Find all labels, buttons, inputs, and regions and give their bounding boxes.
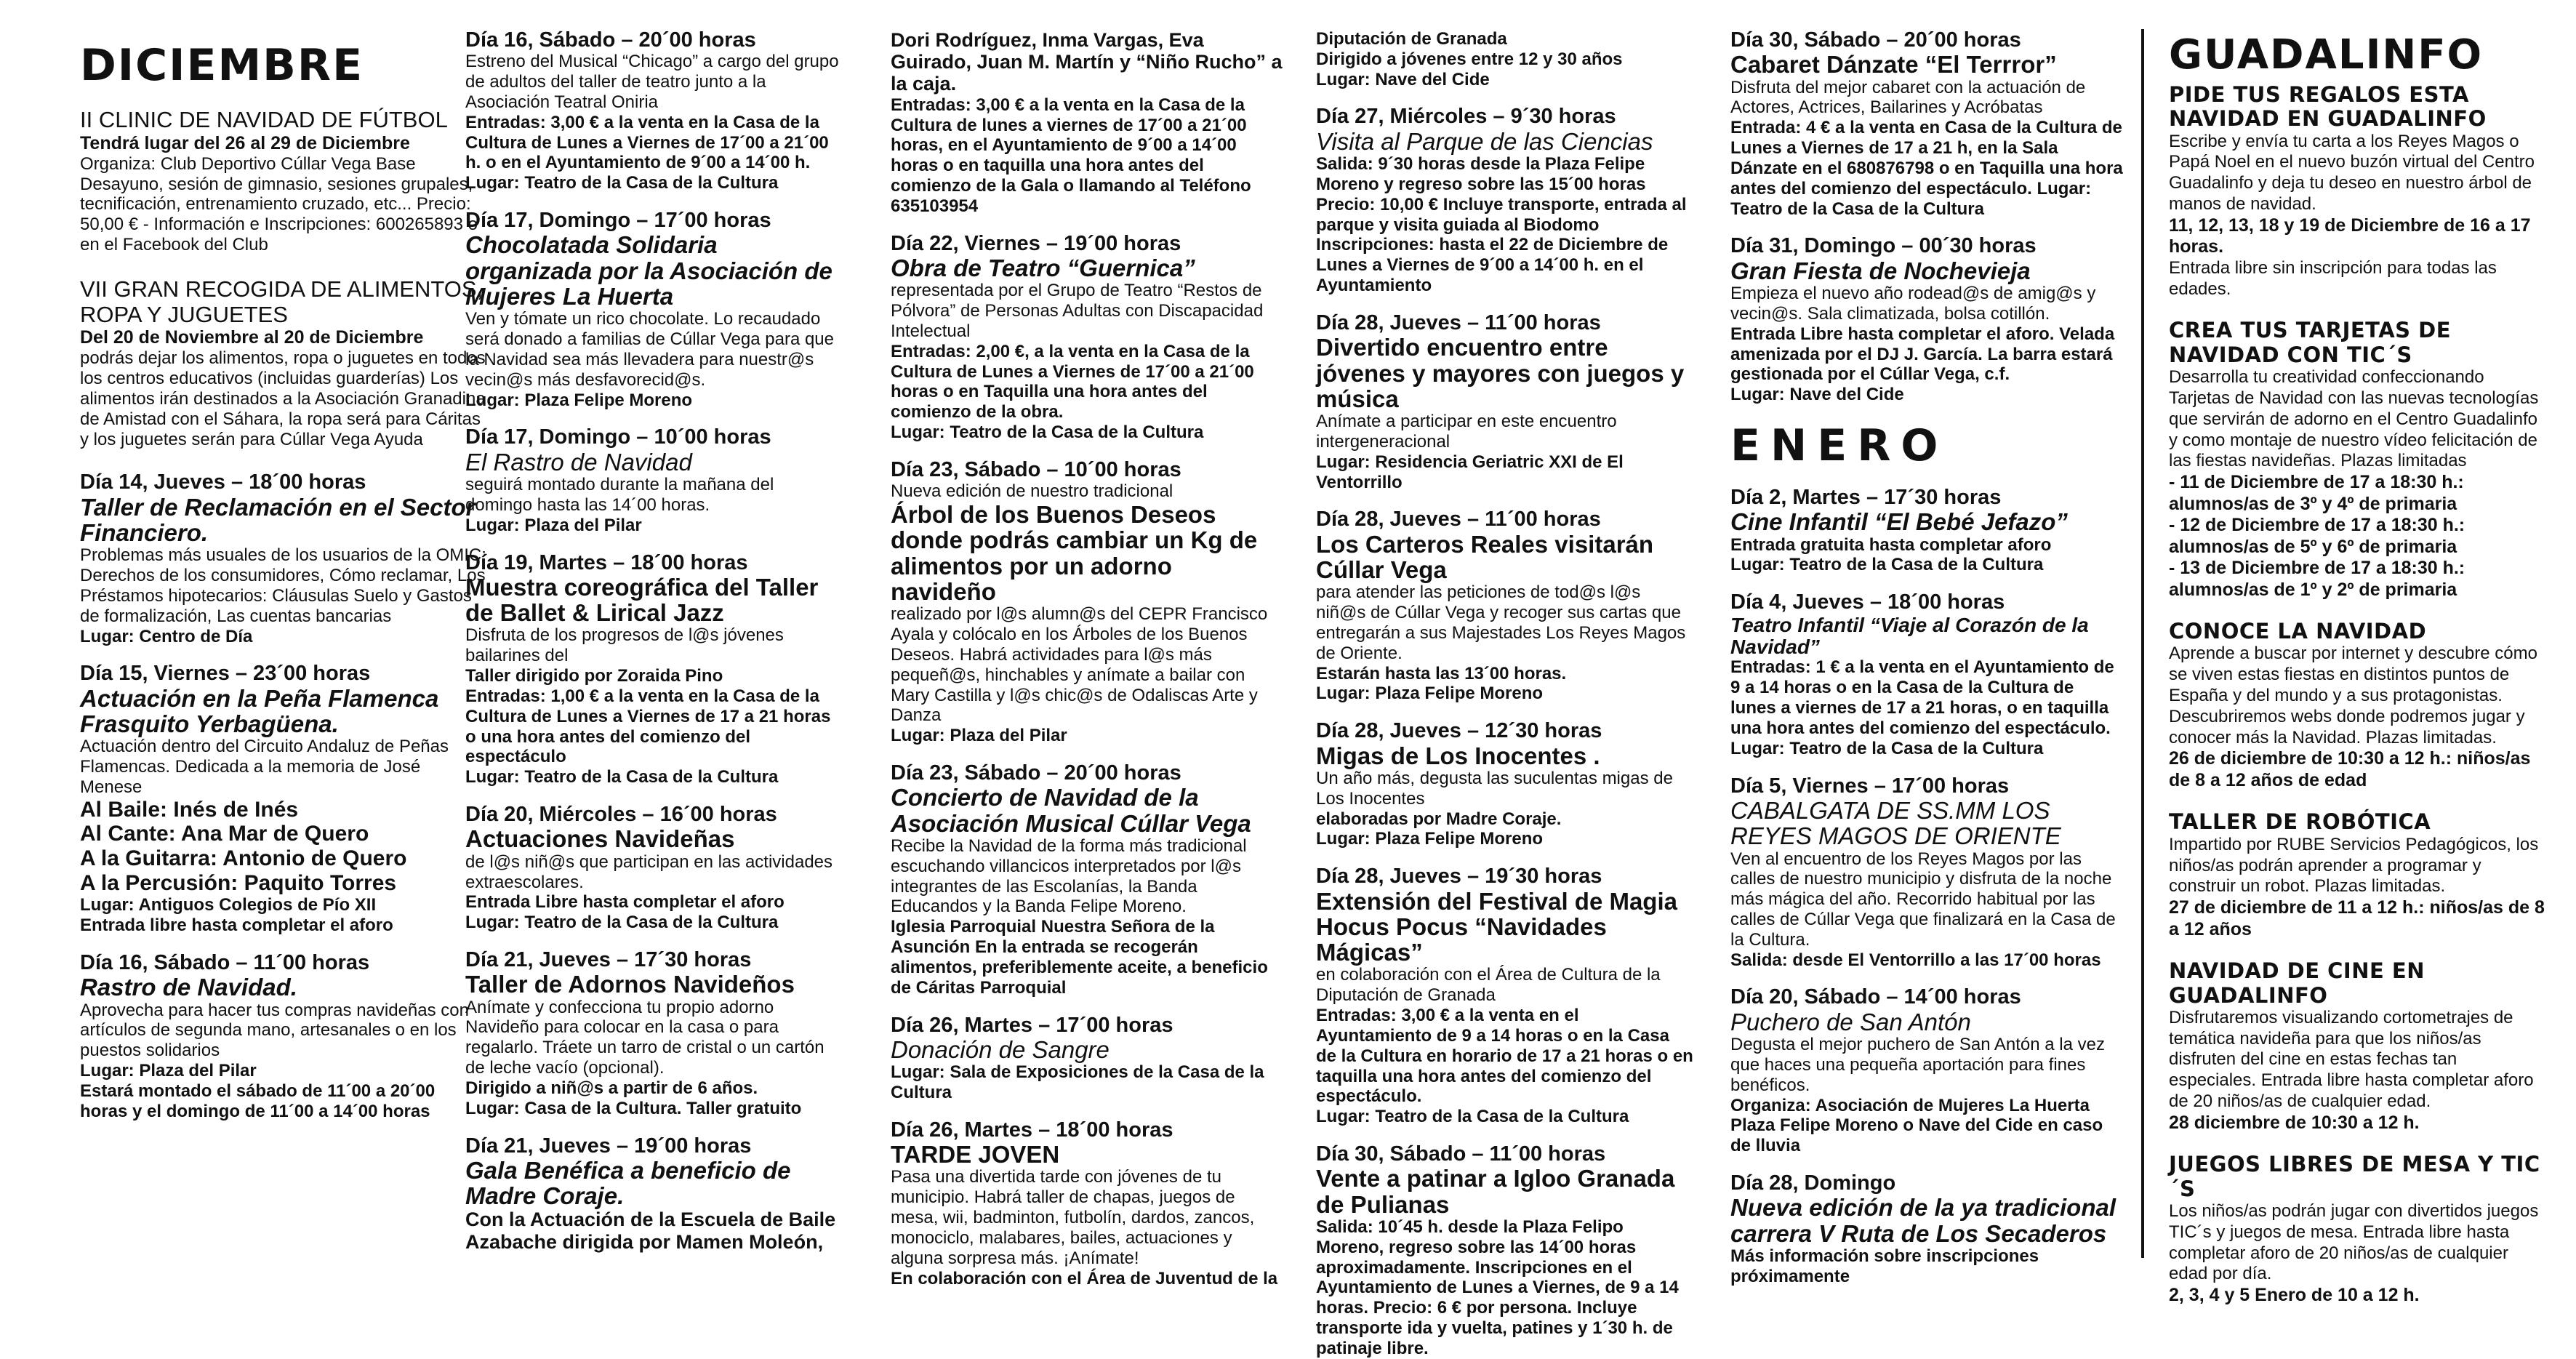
event-body: Degusta el mejor puchero de San Antón a la vez que haces una pequeña aportación para fines benéficos.: [1730, 1035, 2105, 1095]
event-concierto-navidad: [891, 762, 1283, 998]
event-day: Día 22, Viernes – 19´00 horas: [891, 231, 1181, 255]
event-musical-chicago: [465, 29, 840, 193]
event-title: Extensión del Festival de Magia Hocus Pocus “Navidades Mágicas”: [1316, 887, 1677, 966]
event-place: Lugar: Teatro de la Casa de la Cultura: [465, 767, 779, 787]
section-conoce-navidad: [2169, 620, 2547, 791]
event-day: Día 28, Jueves – 11´00 horas: [1316, 310, 1601, 334]
performer-line: Al Cante: Ana Mar de Quero: [80, 822, 369, 846]
event-gala-continued: [891, 29, 1283, 217]
event-body: seguirá montado durante la mañana del domingo hasta las 14´00 horas.: [465, 475, 774, 515]
event-pre: Nueva edición de nuestro tradicional: [891, 481, 1173, 502]
section-body: Impartido por RUBE Servicios Pedagógicos, los niños/as podrán aprender a programar y construir un robot. Plazas limitadas.: [2169, 834, 2539, 897]
section-body: Disfrutaremos visualizando cortometrajes de temática navideña para que los niños/as disfruten del cine en estas fechas tan especiales. Entrada libre hasta completar aforo de 20 niños/as de cualquier edad.: [2169, 1007, 2534, 1112]
event-extra: Organiza: Asociación de Mujeres La Huerta Plaza Felipe Moreno o Nave del Cide en caso de lluvia: [1730, 1095, 2103, 1156]
section-navidad-cine: [2169, 959, 2547, 1134]
event-extra: Taller dirigido por Zoraida Pino: [465, 666, 723, 686]
event-place: Lugar: Plaza del Pilar: [80, 1061, 257, 1081]
event-title: Obra de Teatro “Guernica”: [891, 254, 1195, 281]
event-actuaciones-navidenas: [465, 803, 840, 933]
event-extra: Entrada Libre hasta completar el aforo. Velada amenizada por el DJ J. García. La barra estará gestionada por el Cúllar Vega, c.f.: [1730, 324, 2115, 385]
event-title: Taller de Reclamación en el Sector Financiero.: [80, 493, 476, 547]
event-extra: Entrada: 4 € a la venta en Casa de la Cultura de Lunes a Viernes de 17 a 21 h, en la Sala Dánzate en el 680876798 o en Taquilla una hora antes del comienzo del espectáculo. Lugar: Teatro de la Casa de la Cultura: [1730, 118, 2123, 219]
event-teatro-guernica: [891, 233, 1283, 443]
event-title: Taller de Adornos Navideños: [465, 971, 795, 998]
event-clinic-futbol: [80, 108, 487, 255]
event-title: Árbol de los Buenos Deseos donde podrás cambiar un Kg de alimentos por un adorno navideño: [891, 501, 1258, 605]
event-title: Donación de Sangre: [891, 1035, 1110, 1063]
event-donacion-sangre: [891, 1014, 1283, 1103]
section-tarjetas-navidad: [2169, 318, 2547, 601]
event-body: Empieza el nuevo año rodead@s de amig@s y vecin@s. Sala climatizada, bolsa cotillón.: [1730, 284, 2096, 324]
event-extra: Dirigido a niñ@s a partir de 6 años.: [465, 1078, 758, 1098]
event-place: Lugar: Teatro de la Casa de la Cultura: [1730, 555, 2044, 575]
event-title: Rastro de Navidad.: [80, 974, 297, 1001]
session-line: - 13 de Diciembre de 17 a 18:30 h.: alumnos/as de 1º y 2º de primaria: [2169, 558, 2465, 600]
event-title: Nueva edición de la ya tradicional carrera V Ruta de Los Secaderos: [1730, 1194, 2116, 1247]
event-ballet: [465, 552, 840, 788]
event-day: Día 17, Domingo – 10´00 horas: [465, 425, 771, 449]
section-dates: 27 de diciembre de 11 a 12 h.: niños/as de 8 a 12 años: [2169, 897, 2545, 939]
event-extra: Estarán hasta las 13´00 horas.: [1316, 663, 1567, 683]
event-place: Lugar: Plaza Felipe Moreno: [1316, 829, 1544, 849]
event-day: Día 31, Domingo – 00´30 horas: [1730, 234, 2037, 258]
section-tail: Entrada libre sin inscripción para todas las edades.: [2169, 257, 2497, 299]
event-body: realizado por l@s alumn@s del CEPR Francisco Ayala y colócalo en los Árboles de los Buenos Deseos. Habrá actividades para l@s más pequeñ@s, hinchables y anímate a bailar con Mary Castilla y l@s chic@s de Odaliscas Arte y Danza: [891, 604, 1268, 726]
column-4: [1316, 29, 1694, 1358]
event-encuentro-jovenes-mayores: [1316, 312, 1694, 493]
event-teatro-infantil: [1730, 591, 2123, 758]
event-body: Anímate y confecciona tu propio adorno Navideño para colocar en la casa o para regalarlo. Tráete un tarro de cristal o un cartón de leche vacío (opcional).: [465, 997, 824, 1078]
session-line: - 11 de Diciembre de 17 a 18:30 h.: alumnos/as de 3º y 4º de primaria: [2169, 472, 2464, 514]
performer-line: Al Baile: Inés de Inés: [80, 797, 299, 822]
event-body: Ven al encuentro de los Reyes Magos por las calles de nuestro municipio y disfruta de la noche más mágica del año. Recorrido habitual por las calles de Cúllar Vega que finalizará en la Casa de la Cultura.: [1730, 849, 2116, 950]
event-day: Día 20, Miércoles – 16´00 horas: [465, 803, 777, 827]
event-title: Chocolatada Solidaria organizada por la Asociación de Mujeres La Huerta: [465, 231, 832, 310]
section-title: JUEGOS LIBRES DE MESA Y TIC´S: [2169, 1152, 2540, 1201]
event-title: TARDE JOVEN: [891, 1141, 1060, 1168]
event-title: Visita al Parque de las Ciencias: [1316, 127, 1653, 155]
event-place: Lugar: Sala de Exposiciones de la Casa de la Cultura: [891, 1062, 1264, 1102]
event-body: Ven y tómate un rico chocolate. Lo recaudado será donado a familias de Cúllar Vega para que la Navidad sea más llevadera para nuestr@s vecin@s más desfavorecid@s.: [465, 309, 834, 390]
event-day: Día 28, Domingo: [1730, 1171, 1896, 1195]
event-body: Aprovecha para hacer tus compras navideñas con artículos de segunda mano, artesanales o en los puestos solidarios: [80, 1000, 469, 1061]
event-body: podrás dejar los alimentos, ropa o juguetes en todos los centros educativos (incluidas guarderías) Los alimentos irán destinados a la Asociación Granadina de Amistad con el Sáhara, la ropa será para Cáritas y los juguetes serán para Cúllar Vega Ayuda: [80, 348, 486, 449]
event-extra: Dirigido a jóvenes entre 12 y 30 años: [1316, 49, 1623, 69]
event-day: Día 28, Jueves – 11´00 horas: [1316, 508, 1601, 532]
event-cine-infantil: [1730, 486, 2123, 575]
section-dates: 28 diciembre de 10:30 a 12 h.: [2169, 1112, 2420, 1133]
event-extra: Más información sobre inscripciones próximamente: [1730, 1246, 2039, 1286]
section-body: Escribe y envía tu carta a los Reyes Magos o Papá Noel en el nuevo buzón virtual del Centro Guadalinfo y deja tu deseo en nuestro árbol de manos de navidad.: [2169, 131, 2535, 215]
event-festival-magia: [1316, 865, 1694, 1127]
column-diciembre: [80, 29, 487, 1258]
event-day: Día 23, Sábado – 20´00 horas: [891, 761, 1181, 785]
session-line: - 12 de Diciembre de 17 a 18:30 h.: alumnos/as de 5º y 6º de primaria: [2169, 515, 2465, 557]
event-title: CABALGATA DE SS.MM LOS REYES MAGOS DE ORIENTE: [1730, 796, 2061, 850]
event-body: Disfruta del mejor cabaret con la actuación de Actores, Actrices, Bailarines y Acróbatas: [1730, 77, 2086, 118]
event-extra: En colaboración con el Área de Juventud de la: [891, 1268, 1278, 1288]
event-extra: Salida: 10´45 h. desde la Plaza Felipo Moreno, regreso sobre las 14´00 horas aproximadamente. Inscripciones en el Ayuntamiento de Lunes a Viernes, de 9 a 14 horas. Precio: 6 € por persona. Incluye transporte ida y vuelta, patines y 1´30 h. de patinaje libre.: [1316, 1216, 1679, 1358]
event-body: Disfruta de los progresos de l@s jóvenes bailarines del: [465, 625, 784, 666]
event-day: Día 4, Jueves – 18´00 horas: [1730, 590, 2005, 614]
event-place: Lugar: Teatro de la Casa de la Cultura: [1316, 1107, 1629, 1127]
event-body: para atender las peticiones de tod@s l@s niñ@s de Cúllar Vega y recoger sus cartas que entregarán a sus Majestades Los Reyes Magos de Oriente.: [1316, 582, 1686, 663]
event-extra: Entradas: 3,00 € a la venta en la Casa de la Cultura de lunes a viernes de 17´00 a 21´00 horas, en el Ayuntamiento de 9´00 a 14´00 horas o en taquilla una hora antes del comienzo de la Gala o llamando al Teléfono 635103954: [891, 95, 1251, 216]
event-extra-2: Precio: 10,00 € Incluye transporte, entrada al parque y visita guiada al Biodomo: [1316, 194, 1687, 235]
event-place: Lugar: Plaza del Pilar: [891, 726, 1067, 746]
event-day: Día 19, Martes – 18´00 horas: [465, 550, 748, 574]
event-day: Día 27, Miércoles – 9´30 horas: [1316, 105, 1616, 129]
event-extra: Entradas: 1 € a la venta en el Ayuntamiento de 9 a 14 horas o en la Casa de la Cultura de lunes a viernes de 17 a 21 horas, o en taquilla una hora antes del comienzo del espectáculo.: [1730, 657, 2114, 738]
event-day: Día 28, Jueves – 19´30 horas: [1316, 865, 1602, 889]
event-taller-adornos: [465, 949, 840, 1119]
event-day: Día 21, Jueves – 19´00 horas: [465, 1134, 752, 1158]
month-heading-diciembre: DICIEMBRE: [80, 40, 364, 91]
event-day: Día 21, Jueves – 17´30 horas: [465, 948, 752, 971]
event-extra: Entrada Libre hasta completar el aforo: [465, 892, 785, 913]
event-title: Concierto de Navidad de la Asociación Musical Cúllar Vega: [891, 784, 1251, 837]
event-title: II CLINIC DE NAVIDAD DE FÚTBOL: [80, 107, 448, 132]
event-day: Día 5, Viernes – 17´00 horas: [1730, 774, 2010, 798]
event-migas-inocentes: [1316, 720, 1694, 849]
event-patinar-igloo: [1316, 1143, 1694, 1359]
event-place: Lugar: Teatro de la Casa de la Cultura: [891, 422, 1204, 443]
section-taller-robotica: [2169, 810, 2547, 940]
section-title: TALLER DE ROBÓTICA: [2169, 809, 2431, 835]
event-day: Día 23, Sábado – 10´00 horas: [891, 457, 1181, 481]
event-day: Día 26, Martes – 18´00 horas: [891, 1118, 1173, 1142]
event-recogida-alimentos: [80, 277, 487, 450]
event-body: Con la Actuación de la Escuela de Baile Azabache dirigida por Mamen Moleón,: [465, 1208, 836, 1253]
event-extra: Entradas: 3,00 € a la venta en la Casa de la Cultura de Lunes a Viernes de 17´00 a 21´00 h. o en el Ayuntamiento de 9´00 a 14´00 h.: [465, 112, 829, 173]
event-day: Día 14, Jueves – 18´00 horas: [80, 470, 366, 494]
event-title: El Rastro de Navidad: [465, 448, 692, 476]
event-title: Actuación en la Peña Flamenca Frasquito Yerbagüena.: [80, 684, 439, 738]
event-place: Lugar: Plaza Felipe Moreno: [465, 390, 693, 410]
column-3: [891, 29, 1283, 1288]
event-day: Día 26, Martes – 17´00 horas: [891, 1013, 1173, 1037]
performer-line: A la Percusión: Paquito Torres: [80, 870, 397, 895]
event-tarde-joven: [891, 1119, 1283, 1289]
event-extra: Iglesia Parroquial Nuestra Señora de la Asunción En la entrada se recogerán alimentos, preferiblemente aceite, a beneficio de Cáritas Parroquial: [891, 917, 1268, 998]
event-arbol-deseos: [891, 459, 1283, 746]
event-puchero-san-anton: [1730, 986, 2123, 1156]
event-date: Del 20 de Noviembre al 20 de Diciembre: [80, 327, 424, 348]
section-dates: 11, 12, 13, 18 y 19 de Diciembre de 16 a 17 horas.: [2169, 215, 2531, 257]
event-title: Cine Infantil “El Bebé Jefazo”: [1730, 508, 2068, 536]
event-rastro-domingo: [465, 426, 840, 535]
column-2: [465, 29, 840, 1258]
event-place: Lugar: Nave del Cide: [1316, 69, 1490, 89]
event-extra: elaboradas por Madre Coraje.: [1316, 809, 1562, 829]
event-extra: Salida: 9´30 horas desde la Plaza Felipe Moreno y regreso sobre las 15´00 horas: [1316, 154, 1646, 194]
event-body: Organiza: Club Deportivo Cúllar Vega Base Desayuno, sesión de gimnasio, sesiones grupales, tecnificación, entrenamiento cruzado, etc... Precio: 50,00 € - Información e Inscripciones: 600265893 o en el Facebook del Club: [80, 153, 478, 255]
event-day: Día 30, Sábado – 11´00 horas: [1316, 1142, 1606, 1166]
performer-line: A la Guitarra: Antonio de Quero: [80, 846, 407, 871]
event-title: Teatro Infantil “Viaje al Corazón de la Navidad”: [1730, 613, 2089, 658]
event-day: Día 16, Sábado – 11´00 horas: [80, 950, 370, 974]
section-body: Aprende a buscar por internet y descubre cómo se viven estas fiestas en distintos puntos de España y del mundo y a sus protagonistas. Descubriremos webs donde podremos jugar y conocer más la Navidad. Plazas limitadas.: [2169, 644, 2537, 747]
event-taller-reclamacion: [80, 471, 487, 646]
column-guadalinfo: [2169, 29, 2547, 1306]
event-title: Vente a patinar a Igloo Granada de Pulianas: [1316, 1165, 1675, 1218]
section-title: PIDE TUS REGALOS ESTA NAVIDAD EN GUADALINFO: [2169, 82, 2487, 132]
event-chocolatada: [465, 209, 840, 410]
section-regalos-navidad: [2169, 83, 2547, 300]
event-body: Actuación dentro del Circuito Andaluz de Peñas Flamencas. Dedicada a la memoria de José Menese: [80, 737, 449, 798]
event-place: Lugar: Plaza Felipe Moreno: [1316, 683, 1544, 704]
event-title: Cabaret Dánzate “El Terrror”: [1730, 51, 2057, 79]
event-place: Lugar: Casa de la Cultura. Taller gratuito: [465, 1098, 802, 1118]
event-place: Lugar: Teatro de la Casa de la Cultura: [465, 173, 779, 193]
event-day: Día 20, Sábado – 14´00 horas: [1730, 985, 2021, 1009]
guadalinfo-heading: GUADALINFO: [2169, 31, 2484, 79]
section-title: CONOCE LA NAVIDAD: [2169, 619, 2427, 644]
section-body: Desarrolla tu creatividad confeccionando Tarjetas de Navidad con las nuevas tecnologías que servirán de adorno en el Centro Guadalinfo y como montaje de nuestro vídeo felicitación de las fiestas navideñas. Plazas limitadas: [2169, 367, 2539, 471]
event-body: Un año más, degusta las suculentas migas de Los Inocentes: [1316, 768, 1673, 809]
event-title: Puchero de San Antón: [1730, 1008, 1971, 1035]
event-day: Día 17, Domingo – 17´00 horas: [465, 209, 771, 233]
section-body: Los niños/as podrán jugar con divertidos juegos TIC´s y juegos de mesa. Entrada libre hasta completar aforo de 20 niños/as de cualquier edad por día.: [2169, 1201, 2539, 1284]
event-day: Día 16, Sábado – 20´00 horas: [465, 28, 756, 52]
event-gala-benefica: [465, 1135, 840, 1253]
event-day: Día 28, Jueves – 12´30 horas: [1316, 719, 1602, 743]
event-extra: Estará montado el sábado de 11´00 a 20´00 horas y el domingo de 11´00 a 14´00 horas: [80, 1081, 436, 1121]
event-extra-2: Entradas: 1,00 € a la venta en la Casa de la Cultura de Lunes a Viernes de 17 a 21 horas o una hora antes del comienzo del espectáculo: [465, 686, 831, 767]
event-body: Problemas más usuales de los usuarios de la OMIC: Derechos de los consumidores, Cómo reclamar, Los Préstamos hipotecarios: Cláusulas Suelo y Gastos de formalización, Las cuentas bancarias: [80, 545, 486, 626]
event-place: Lugar: Teatro de la Casa de la Cultura: [1730, 738, 2044, 758]
event-tarde-joven-continued: [1316, 29, 1694, 89]
event-place: Lugar: Teatro de la Casa de la Cultura: [465, 913, 779, 933]
event-place: Lugar: Plaza del Pilar: [465, 515, 642, 535]
event-day: Día 2, Martes – 17´30 horas: [1730, 485, 2002, 509]
event-title: Muestra coreográfica del Taller de Ballet & Lirical Jazz: [465, 573, 819, 627]
event-parque-ciencias: [1316, 105, 1694, 295]
event-cabalgata: [1730, 775, 2123, 971]
event-lead: Diputación de Granada: [1316, 29, 1507, 49]
event-rastro-navidad: [80, 952, 487, 1122]
event-extra: Entrada libre hasta completar el aforo: [80, 915, 393, 936]
event-body: Estreno del Musical “Chicago” a cargo del grupo de adultos del taller de teatro junto a la Asociación Teatral Oniria: [465, 52, 839, 112]
event-body: Pasa una divertida tarde con jóvenes de tu municipio. Habrá taller de chapas, juegos de mesa, wii, badminton, futbolín, dardos, zancos, monociclo, malabares, bailes, actuaciones y alguna sorpresa más. ¡Anímate!: [891, 1167, 1255, 1268]
event-place: Lugar: Residencia Geriatric XXI de El Ventorrillo: [1316, 452, 1624, 492]
event-place: Lugar: Nave del Cide: [1730, 385, 1904, 405]
section-dates: 2, 3, 4 y 5 Enero de 10 a 12 h.: [2169, 1285, 2420, 1306]
event-body: en colaboración con el Área de Cultura de la Diputación de Granada: [1316, 965, 1661, 1006]
event-day: Día 15, Viernes – 23´00 horas: [80, 662, 371, 686]
event-title: Migas de Los Inocentes .: [1316, 742, 1600, 769]
event-title: Actuaciones Navideñas: [465, 825, 735, 853]
event-body: Anímate a participar en este encuentro intergeneracional: [1316, 412, 1617, 452]
section-dates: 26 de diciembre de 10:30 a 12 h.: niños/as de 8 a 12 años de edad: [2169, 748, 2531, 790]
section-juegos-libres: [2169, 1152, 2547, 1306]
event-pena-flamenca: [80, 662, 487, 935]
event-place: Lugar: Centro de Día: [80, 626, 253, 646]
month-heading-enero: ENERO: [1730, 420, 1949, 471]
event-extra: Entradas: 3,00 € a la venta en el Ayuntamiento de 9 a 14 horas o en la Casa de la Cultura en horario de 17 a 21 horas o en taquilla una hora antes del comienzo del espectáculo.: [1316, 1006, 1693, 1107]
section-title: CREA TUS TARJETAS DE NAVIDAD CON TIC´S: [2169, 318, 2452, 367]
event-place: Lugar: Antiguos Colegios de Pío XII: [80, 895, 377, 915]
event-day: Día 30, Sábado – 20´00 horas: [1730, 28, 2021, 52]
column-5: [1730, 28, 2123, 1286]
event-date: Tendrá lugar del 26 al 29 de Diciembre: [80, 132, 410, 153]
event-ruta-secaderos: [1730, 1172, 2123, 1287]
event-body: Recibe la Navidad de la forma más tradicional escuchando villancicos interpretados por l@s integrantes de las Escolanías, la Banda Educandos y la Banda Felipe Moreno.: [891, 835, 1247, 917]
event-carteros-reales: [1316, 508, 1694, 704]
event-extra: Entrada gratuita hasta completar aforo: [1730, 534, 2052, 555]
event-title: Gran Fiesta de Nochevieja: [1730, 257, 2031, 284]
column-divider: [2141, 29, 2144, 1258]
event-title: VII GRAN RECOGIDA DE ALIMENTOS, ROPA Y JUGUETES: [80, 276, 483, 327]
event-nochevieja: [1730, 235, 2123, 405]
event-cabaret: [1730, 29, 2123, 219]
event-title: Divertido encuentro entre jóvenes y mayores con juegos y música: [1316, 334, 1685, 412]
section-title: NAVIDAD DE CINE EN GUADALINFO: [2169, 958, 2425, 1008]
event-body: de l@s niñ@s que participan en las actividades extraescolares.: [465, 851, 833, 892]
event-extra: Salida: desde El Ventorrillo a las 17´00 horas: [1730, 950, 2101, 970]
event-title: Gala Benéfica a beneficio de Madre Coraje.: [465, 1156, 791, 1210]
event-body: representada por el Grupo de Teatro “Restos de Pólvora” de Personas Adultas con Discapacidad Intelectual: [891, 281, 1264, 341]
event-extra: Entradas: 2,00 €, a la venta en la Casa de la Cultura de Lunes a Viernes de 17´00 a 21´00 horas o en Taquilla una hora antes del comienzo de la obra.: [891, 341, 1254, 422]
event-lead: Dori Rodríguez, Inma Vargas, Eva Guirado, Juan M. Martín y “Niño Rucho” a la caja.: [891, 29, 1283, 95]
event-extra-3: Inscripciones: hasta el 22 de Diciembre de Lunes a Viernes de 9´00 a 14´00 h. en el Ayuntamiento: [1316, 235, 1669, 296]
event-title: Los Carteros Reales visitarán Cúllar Vega: [1316, 530, 1654, 584]
